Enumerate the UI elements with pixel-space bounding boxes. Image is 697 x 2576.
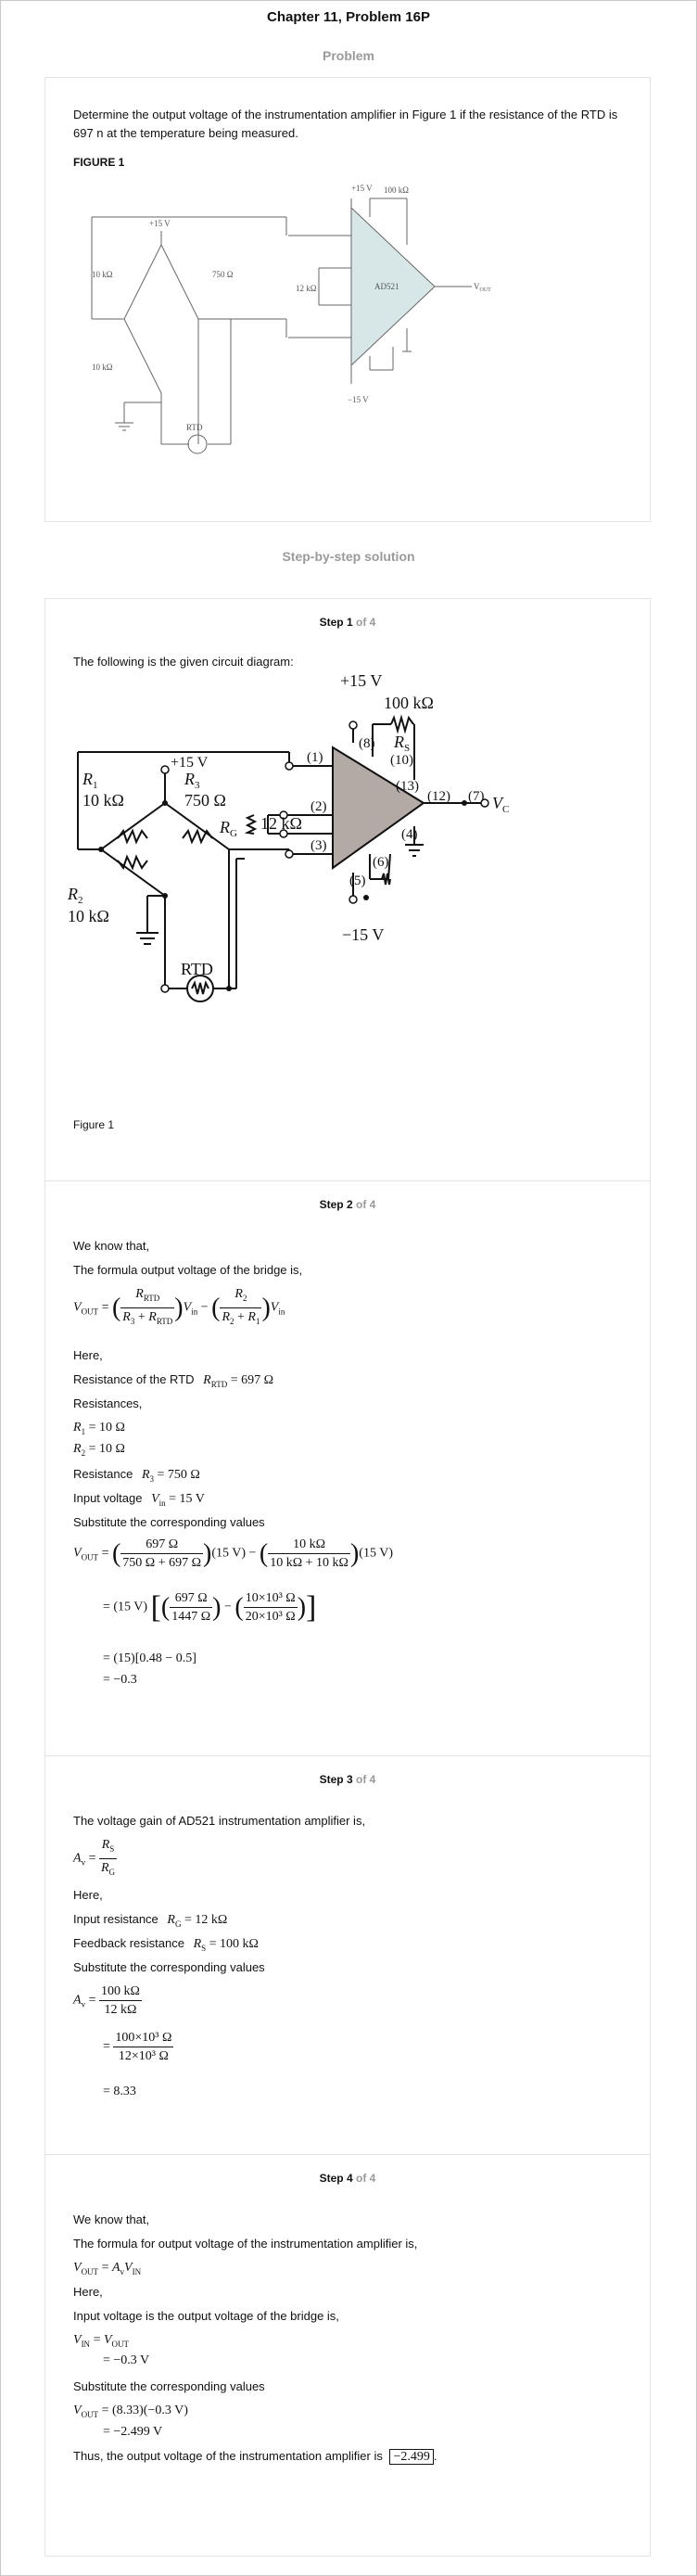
step-4-substitute: Substitute the corresponding values (73, 2379, 265, 2393)
small-r1-val: 10 kΩ (92, 270, 113, 279)
small-rs-val: 100 kΩ (384, 185, 409, 195)
pin-5: (5) (349, 874, 366, 888)
step-1-circuit-diagram (64, 673, 620, 1109)
step-2-here: Here, (73, 1348, 103, 1362)
small-rtd-label: RTD (186, 423, 203, 432)
amp-output-formula: $V_{OUT} = A_vV_{IN}$ (73, 2261, 142, 2276)
step-4-here: Here, (73, 2285, 103, 2299)
label-rs: $R_S$ (394, 733, 411, 754)
vin-value: = −0.3 V (103, 2353, 150, 2367)
small-chip-label: AD521 (374, 282, 399, 291)
step-1-card (44, 598, 651, 1181)
step-3-here: Here, (73, 1888, 103, 1902)
small-rg-val: 12 kΩ (296, 284, 317, 293)
step-1-label: Step 1 of 4 (319, 616, 376, 629)
vout-result: = −2.499 V (103, 2425, 163, 2439)
step-2-line-2: The formula output voltage of the bridge is, (73, 1263, 303, 1277)
label-r3: $R_3$ (184, 770, 200, 791)
solution-heading: Step-by-step solution (282, 549, 415, 564)
vin-equals-vout: $V_{IN} = V_{OUT}$ (73, 2333, 130, 2349)
r3-resistance-line: Resistance $R_3 = 750$ Ω (73, 1467, 200, 1484)
step-1-figure-caption: Figure 1 (73, 1118, 115, 1131)
r1-value: $R_1 = 10$ Ω (73, 1421, 125, 1436)
problem-card (44, 77, 651, 522)
label-rs-val: 100 kΩ (384, 694, 434, 712)
label-r1-val: 10 kΩ (82, 791, 124, 810)
label-r3-val: 750 Ω (184, 791, 226, 810)
pin-2: (2) (310, 799, 327, 814)
page-title: Chapter 11, Problem 16P (267, 9, 430, 25)
step-2-label: Step 2 of 4 (319, 1198, 376, 1211)
pin-10: (10) (390, 753, 413, 768)
label-rtd: RTD (181, 960, 213, 978)
vin-line: Input voltage $V_{in} = 15$ V (73, 1491, 205, 1508)
label-plus15: +15 V (340, 673, 383, 690)
label-rg-val: 12 kΩ (260, 814, 302, 833)
pin-7: (7) (468, 789, 485, 804)
figure-label: FIGURE 1 (73, 156, 125, 169)
pin-13: (13) (396, 779, 419, 794)
gain-substitution-1: $A_v$ = $\frac{100 k\Omega}{12 k\Omega}$ (73, 1984, 140, 2017)
pin-3: (3) (310, 838, 327, 853)
small-plus15: +15 V (351, 184, 373, 193)
circuit-terminals (161, 721, 488, 992)
gain-formula: $A_v$ = $\frac{R_S}{R_G}$ (73, 1838, 116, 1877)
final-answer-box: −2.499 (389, 2449, 433, 2465)
step-3-line-1: The voltage gain of AD521 instrumentation amplifier is, (73, 1814, 366, 1828)
small-r2-val: 10 kΩ (92, 363, 113, 372)
step-3-card (44, 1755, 651, 2155)
label-r1: $R_1$ (82, 770, 98, 791)
label-rg: $R_G$ (220, 818, 237, 839)
pin-12: (12) (427, 789, 450, 804)
step-4-label: Step 4 of 4 (319, 2172, 376, 2185)
label-bridge-plus15: +15 V (171, 755, 209, 771)
pin-4: (4) (401, 827, 418, 842)
rs-line: Feedback resistance $R_S = 100$ kΩ (73, 1936, 259, 1953)
label-r2: $R_2$ (68, 885, 83, 906)
substitution-line-1: $V_{OUT}$ = ( $\frac{697 \Omega}{750 \Omega + 697 \Omega}$ )(15 V) − ( $\frac{10 k\Omega}{10 k\Omega + 10 k\Omega}$ )(15 V) (73, 1537, 393, 1570)
step-4-card (44, 2154, 651, 2557)
problem-circuit-diagram (73, 180, 500, 486)
pin-1: (1) (307, 750, 323, 765)
step-3-label: Step 3 of 4 (319, 1773, 376, 1786)
gain-result: = 8.33 (103, 2085, 136, 2098)
r2-value: $R_2 = 10$ Ω (73, 1442, 125, 1458)
bridge-formula: $V_{OUT}$ = ( $\frac{R_{RTD}}{R_3 + R_{RTD}}$ )$V_{in}$ − ( $\frac{R_2}{R_2 + R_1}$ )$V_{in}$ (73, 1287, 285, 1326)
small-minus15: −15 V (348, 395, 369, 404)
small-bridge-plus15: +15 V (149, 219, 171, 228)
substitution-line-2: = (15 V) [( $\frac{697 \Omega}{1447 \Omega}$ ) − ( $\frac{\text{10×10³ Ω}}{\text{20×10³ Ω}}$ )] (103, 1590, 317, 1625)
resistances-label: Resistances, (73, 1396, 143, 1410)
substitution-line-4: = −0.3 (103, 1673, 137, 1687)
label-minus15: −15 V (342, 925, 385, 944)
small-vout-label: $V_{OUT}$ (474, 282, 491, 293)
step-4-line-1: We know that, (73, 2213, 150, 2226)
label-vc: $V_C$ (492, 794, 510, 815)
step-4-vin-label: Input voltage is the output voltage of the bridge is, (73, 2309, 339, 2323)
step-2-substitute: Substitute the corresponding values (73, 1515, 265, 1529)
substitution-line-3: = (15)[0.48 − 0.5] (103, 1651, 196, 1665)
step-3-substitute: Substitute the corresponding values (73, 1960, 265, 1974)
small-r3-val: 750 Ω (212, 270, 234, 279)
step-4-line-2: The formula for output voltage of the instrumentation amplifier is, (73, 2237, 418, 2251)
rg-line: Input resistance $R_G = 12$ kΩ (73, 1912, 228, 1929)
final-answer-line: Thus, the output voltage of the instrumentation amplifier is −2.499 . (73, 2449, 437, 2464)
step-1-intro: The following is the given circuit diagram: (73, 655, 294, 669)
pin-8: (8) (359, 736, 375, 751)
vout-substitution: $V_{OUT} = (8.33)(-0.3$ V) (73, 2404, 188, 2419)
problem-heading: Problem (322, 48, 374, 63)
step-2-line-1: We know that, (73, 1239, 150, 1253)
step-2-card (44, 1180, 651, 1756)
gain-substitution-2: = $\frac{\text{100×10³ Ω}}{\text{12×10³ Ω}}$ (103, 2031, 172, 2063)
pin-6: (6) (373, 855, 389, 870)
problem-text: Determine the output voltage of the instrumentation amplifier in Figure 1 if the resistance of the RTD is 697 n at the temperature being measured. (73, 108, 618, 140)
label-r2-val: 10 kΩ (68, 907, 109, 925)
rtd-resistance-line: Resistance of the RTD $R_{RTD} = 697$ Ω (73, 1372, 274, 1389)
